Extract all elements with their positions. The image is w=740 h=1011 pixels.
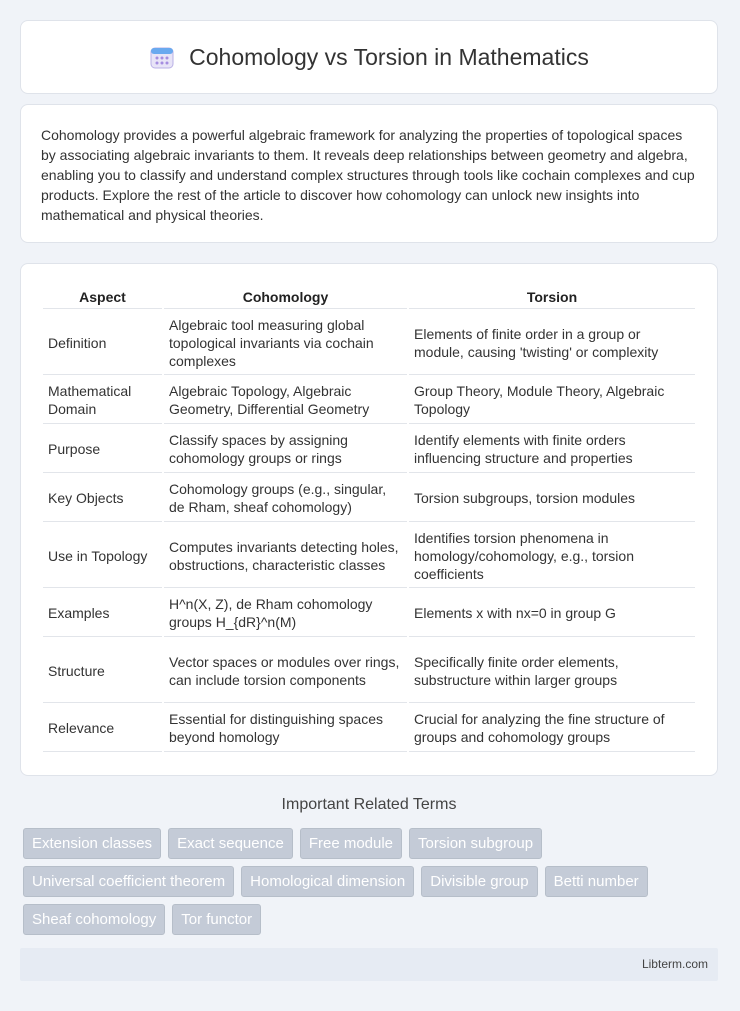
column-header: Cohomology xyxy=(164,286,407,309)
table-row xyxy=(43,377,695,424)
intro-text: Cohomology provides a powerful algebraic framework for analyzing the properties of topological spaces by associating algebraic invariants to them. It reveals deep relationships between geometry and algebra, enabling you to classify and understand complex structures through tools like cochain complexes and cup products. Explore the rest of the article to discover how cohomology can unlock new insights into mathematical and physical theories. xyxy=(41,127,695,223)
term-tag[interactable]: Tor functor xyxy=(172,904,261,935)
table-cell: Algebraic Topology, Algebraic Geometry, Differential Geometry xyxy=(164,377,407,424)
table-cell: Cohomology groups (e.g., singular, de Rham, sheaf cohomology) xyxy=(164,475,407,522)
table-cell: Group Theory, Module Theory, Algebraic Topology xyxy=(409,377,695,424)
calendar-icon xyxy=(149,44,175,70)
related-terms-section xyxy=(20,796,718,935)
intro-card xyxy=(20,104,718,243)
column-header: Aspect xyxy=(43,286,162,309)
table-cell: Computes invariants detecting holes, obstructions, characteristic classes xyxy=(164,524,407,588)
footer xyxy=(20,948,718,981)
column-header: Torsion xyxy=(409,286,695,309)
table-cell: Specifically finite order elements, substructure within larger groups xyxy=(409,639,695,703)
term-tag[interactable]: Exact sequence xyxy=(168,828,293,859)
table-row xyxy=(43,590,695,637)
table-row xyxy=(43,426,695,473)
table-row xyxy=(43,311,695,375)
table-cell: Classify spaces by assigning cohomology groups or rings xyxy=(164,426,407,473)
table-header-row xyxy=(43,286,695,309)
table-row xyxy=(43,524,695,588)
term-tag[interactable]: Homological dimension xyxy=(241,866,414,897)
page-title: Cohomology vs Torsion in Mathematics xyxy=(189,43,589,70)
table-cell: Use in Topology xyxy=(43,524,162,588)
table-cell: Elements x with nx=0 in group G xyxy=(409,590,695,637)
table-row xyxy=(43,705,695,752)
table-cell: Definition xyxy=(43,311,162,375)
related-terms-tags xyxy=(20,828,718,935)
term-tag[interactable]: Extension classes xyxy=(23,828,161,859)
term-tag[interactable]: Torsion subgroup xyxy=(409,828,542,859)
table-row xyxy=(43,639,695,703)
table-cell: Relevance xyxy=(43,705,162,752)
table-cell: H^n(X, Z), de Rham cohomology groups H_{dR}^n(M) xyxy=(164,590,407,637)
table-cell: Identify elements with finite orders influencing structure and properties xyxy=(409,426,695,473)
table-cell: Identifies torsion phenomena in homology/cohomology, e.g., torsion coefficients xyxy=(409,524,695,588)
term-tag[interactable]: Universal coefficient theorem xyxy=(23,866,234,897)
table-cell: Torsion subgroups, torsion modules xyxy=(409,475,695,522)
footer-site-link[interactable]: Libterm.com xyxy=(641,957,708,971)
header-card xyxy=(20,20,718,94)
table-cell: Crucial for analyzing the fine structure of groups and cohomology groups xyxy=(409,705,695,752)
related-terms-title: Important Related Terms xyxy=(281,796,457,813)
table-cell: Structure xyxy=(43,639,162,703)
table-cell: Elements of finite order in a group or module, causing 'twisting' or complexity xyxy=(409,311,695,375)
term-tag[interactable]: Free module xyxy=(300,828,402,859)
table-cell: Examples xyxy=(43,590,162,637)
comparison-table xyxy=(41,284,697,754)
term-tag[interactable]: Divisible group xyxy=(421,866,537,897)
term-tag[interactable]: Betti number xyxy=(545,866,648,897)
table-cell: Essential for distinguishing spaces beyond homology xyxy=(164,705,407,752)
table-cell: Mathematical Domain xyxy=(43,377,162,424)
table-cell: Purpose xyxy=(43,426,162,473)
table-cell: Algebraic tool measuring global topological invariants via cochain complexes xyxy=(164,311,407,375)
table-row xyxy=(43,475,695,522)
table-cell: Key Objects xyxy=(43,475,162,522)
comparison-table-card xyxy=(20,263,718,776)
term-tag[interactable]: Sheaf cohomology xyxy=(23,904,165,935)
table-cell: Vector spaces or modules over rings, can include torsion components xyxy=(164,639,407,703)
